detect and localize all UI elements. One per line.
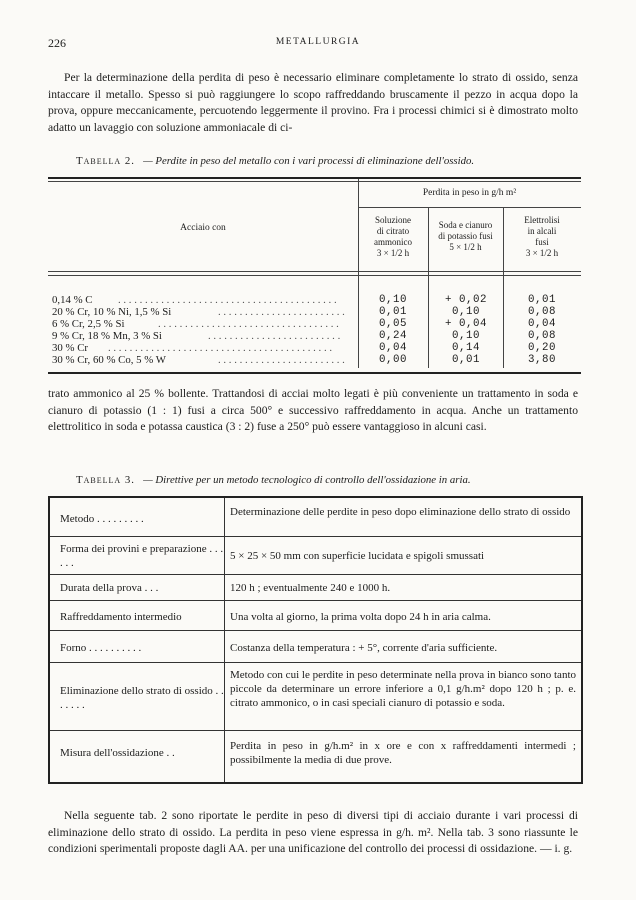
intro-paragraph: Per la determinazione della perdita di peso è necessario eliminare completamente lo strato di ossido, senza intaccare il metallo. Spesso si può raggiungere lo scopo raffreddando bruscamente il pezzo in acqua dopo la prova, oppure meccanicamente, percuotendo leggermente il provino. Fra i processi chimici si è dimostrato molto adatto un lavaggio con soluzione ammoniacale di ci- (48, 71, 578, 134)
table3-value-cell: Perdita in peso in g/h.m² in x ore e con x raffreddamenti intermedi ; possibilmente la media di due prove. (230, 740, 576, 766)
table2-caption (76, 155, 474, 167)
table3-hline (50, 630, 581, 631)
table2-value: 0,08 (528, 306, 556, 318)
table2-value: 0,20 (528, 342, 556, 354)
table2-steel: 6 % Cr, 2,5 % Si (52, 318, 125, 330)
table2-steel: 30 % Cr (52, 342, 88, 354)
table2-title: — Perdite in peso del metallo con i vari processi di eliminazione dell'ossido. (143, 155, 475, 167)
table3-value-cell: Metodo con cui le perdite in peso determinate nella prova in bianco sono tanto piccole da determinare un errore inferiore a 0,1 g/h.m² dopo 120 h ; p. e. citrato ammonico, o in casi speciali cianuro di potassio e soda. (230, 669, 576, 709)
table2-value: 0,10 (452, 306, 480, 318)
table2-steel: 30 % Cr, 60 % Co, 5 % W (52, 354, 166, 366)
table3-label-cell: Raffreddamento intermedio (60, 611, 182, 623)
table3-hline (50, 600, 581, 601)
table2-steel: 0,14 % C (52, 294, 93, 306)
table2-value: 0,05 (379, 318, 407, 330)
table3-hline (50, 574, 581, 575)
table3-value-cell: 5 × 25 × 50 mm con superficie lucidata e spigoli smussati (230, 550, 485, 562)
table3 (48, 496, 583, 784)
table2-value: 0,01 (379, 306, 407, 318)
table2-label: Tabella 2. (76, 155, 135, 167)
table3-label-cell: Durata della prova . . . (60, 582, 159, 594)
table2-value: 0,04 (528, 318, 556, 330)
table3-label-cell: Metodo . . . . . . . . . (60, 513, 144, 525)
table3-label-cell: Forma dei provini e preparazione . . . . . . (60, 543, 224, 569)
table2-header-group: Perdita in peso in g/h m² (422, 188, 517, 198)
table3-label-cell: Misura dell'ossidazione . . (60, 747, 175, 759)
table2 (48, 177, 581, 374)
table3-value-cell: Una volta al giorno, la prima volta dopo 24 h in aria calma. (230, 611, 491, 623)
table2-leader-dots: . . . . . . . . . . . . . . . . . . . . . . . . . . . . . . . . . . . . . . . . . . (108, 342, 333, 354)
table2-value: 0,01 (528, 294, 556, 306)
table2-leader-dots: . . . . . . . . . . . . . . . . . . . . . . . . . . . . . . . . . . (158, 318, 339, 330)
table2-header-col2: Soda e cianuro di potassio fusi 5 × 1/2 h (438, 220, 493, 252)
table2-value: 0,10 (379, 294, 407, 306)
table2-leader-dots: . . . . . . . . . . . . . . . . . . . . . . . . . . . . . . . . . . . . . . . . . (118, 294, 337, 306)
table2-value: 0,00 (379, 354, 407, 366)
table2-value: 0,14 (452, 342, 480, 354)
table2-leader-dots: . . . . . . . . . . . . . . . . . . . . . . . . (218, 306, 345, 318)
table3-hline (50, 662, 581, 663)
table2-value: + 0,04 (445, 318, 487, 330)
table2-value: 0,04 (379, 342, 407, 354)
page-number: 226 (48, 36, 66, 50)
table2-steel: 20 % Cr, 10 % Ni, 1,5 % Si (52, 306, 172, 318)
table2-hline (358, 207, 581, 208)
table2-double-rule (48, 181, 581, 182)
table3-hline (50, 536, 581, 537)
table2-value: 0,10 (452, 330, 480, 342)
table3-value-cell: 120 h ; eventualmente 240 e 1000 h. (230, 582, 391, 594)
table3-value-cell: Determinazione delle perdite in peso dopo eliminazione dello strato di ossido (230, 506, 571, 518)
running-title: METALLURGIA (275, 37, 361, 47)
table2-leader-dots: . . . . . . . . . . . . . . . . . . . . . . . . (218, 354, 345, 366)
middle-paragraph: trato ammonico al 25 % bollente. Trattandosi di acciai molto legati è più conveniente un trattamento in soda e cianuro di potassio (1 : 1) fusi a circa 500° e successivo raffreddamento in acqua. Anche un trattamento elettrolitico in soda e potassa caustica (3 : 2) fuse a 250° può essere vantaggioso in alcuni casi. (48, 387, 578, 433)
table3-label-cell: Forno . . . . . . . . . . (60, 642, 142, 654)
table2-header-col1: Soluzione di citrato ammonico 3 × 1/2 h (374, 215, 412, 258)
table2-value: 0,08 (528, 330, 556, 342)
table2-leader-dots: . . . . . . . . . . . . . . . . . . . . . . . . . (208, 330, 341, 342)
table2-header-acciaio: Acciaio con (180, 223, 226, 233)
table2-value: 0,01 (452, 354, 480, 366)
closing-paragraph: Nella seguente tab. 2 sono riportate le perdite in peso di diversi tipi di acciaio durante i vari processi di eliminazione dello strato di ossido. La perdita in peso viene espressa in g/h. m². Nella tab. 3 sono riassunte le condizioni sperimentali proposte dagli AA. per una unificazione del controllo dei processi di ossidazione. — i. g. (48, 809, 578, 855)
table3-title: — Direttive per un metodo tecnologico di controllo dell'ossidazione in aria. (143, 474, 471, 486)
table3-value-cell: Costanza della temperatura : + 5°, corrente d'aria sufficiente. (230, 642, 498, 654)
table2-header-col3: Elettrolisi in alcali fusi 3 × 1/2 h (524, 215, 560, 258)
table3-caption (76, 474, 471, 486)
table3-hline (50, 730, 581, 731)
table2-value: 0,24 (379, 330, 407, 342)
table2-steel: 9 % Cr, 18 % Mn, 3 % Si (52, 330, 162, 342)
table3-vline (224, 498, 225, 782)
table2-hline (48, 271, 581, 272)
table3-label-cell: Eliminazione dello strato di ossido . . . . . . . (60, 685, 224, 711)
table2-value: 3,80 (528, 354, 556, 366)
table2-value: + 0,02 (445, 294, 487, 306)
table2-hline (48, 275, 581, 276)
table3-label: Tabella 3. (76, 474, 135, 486)
